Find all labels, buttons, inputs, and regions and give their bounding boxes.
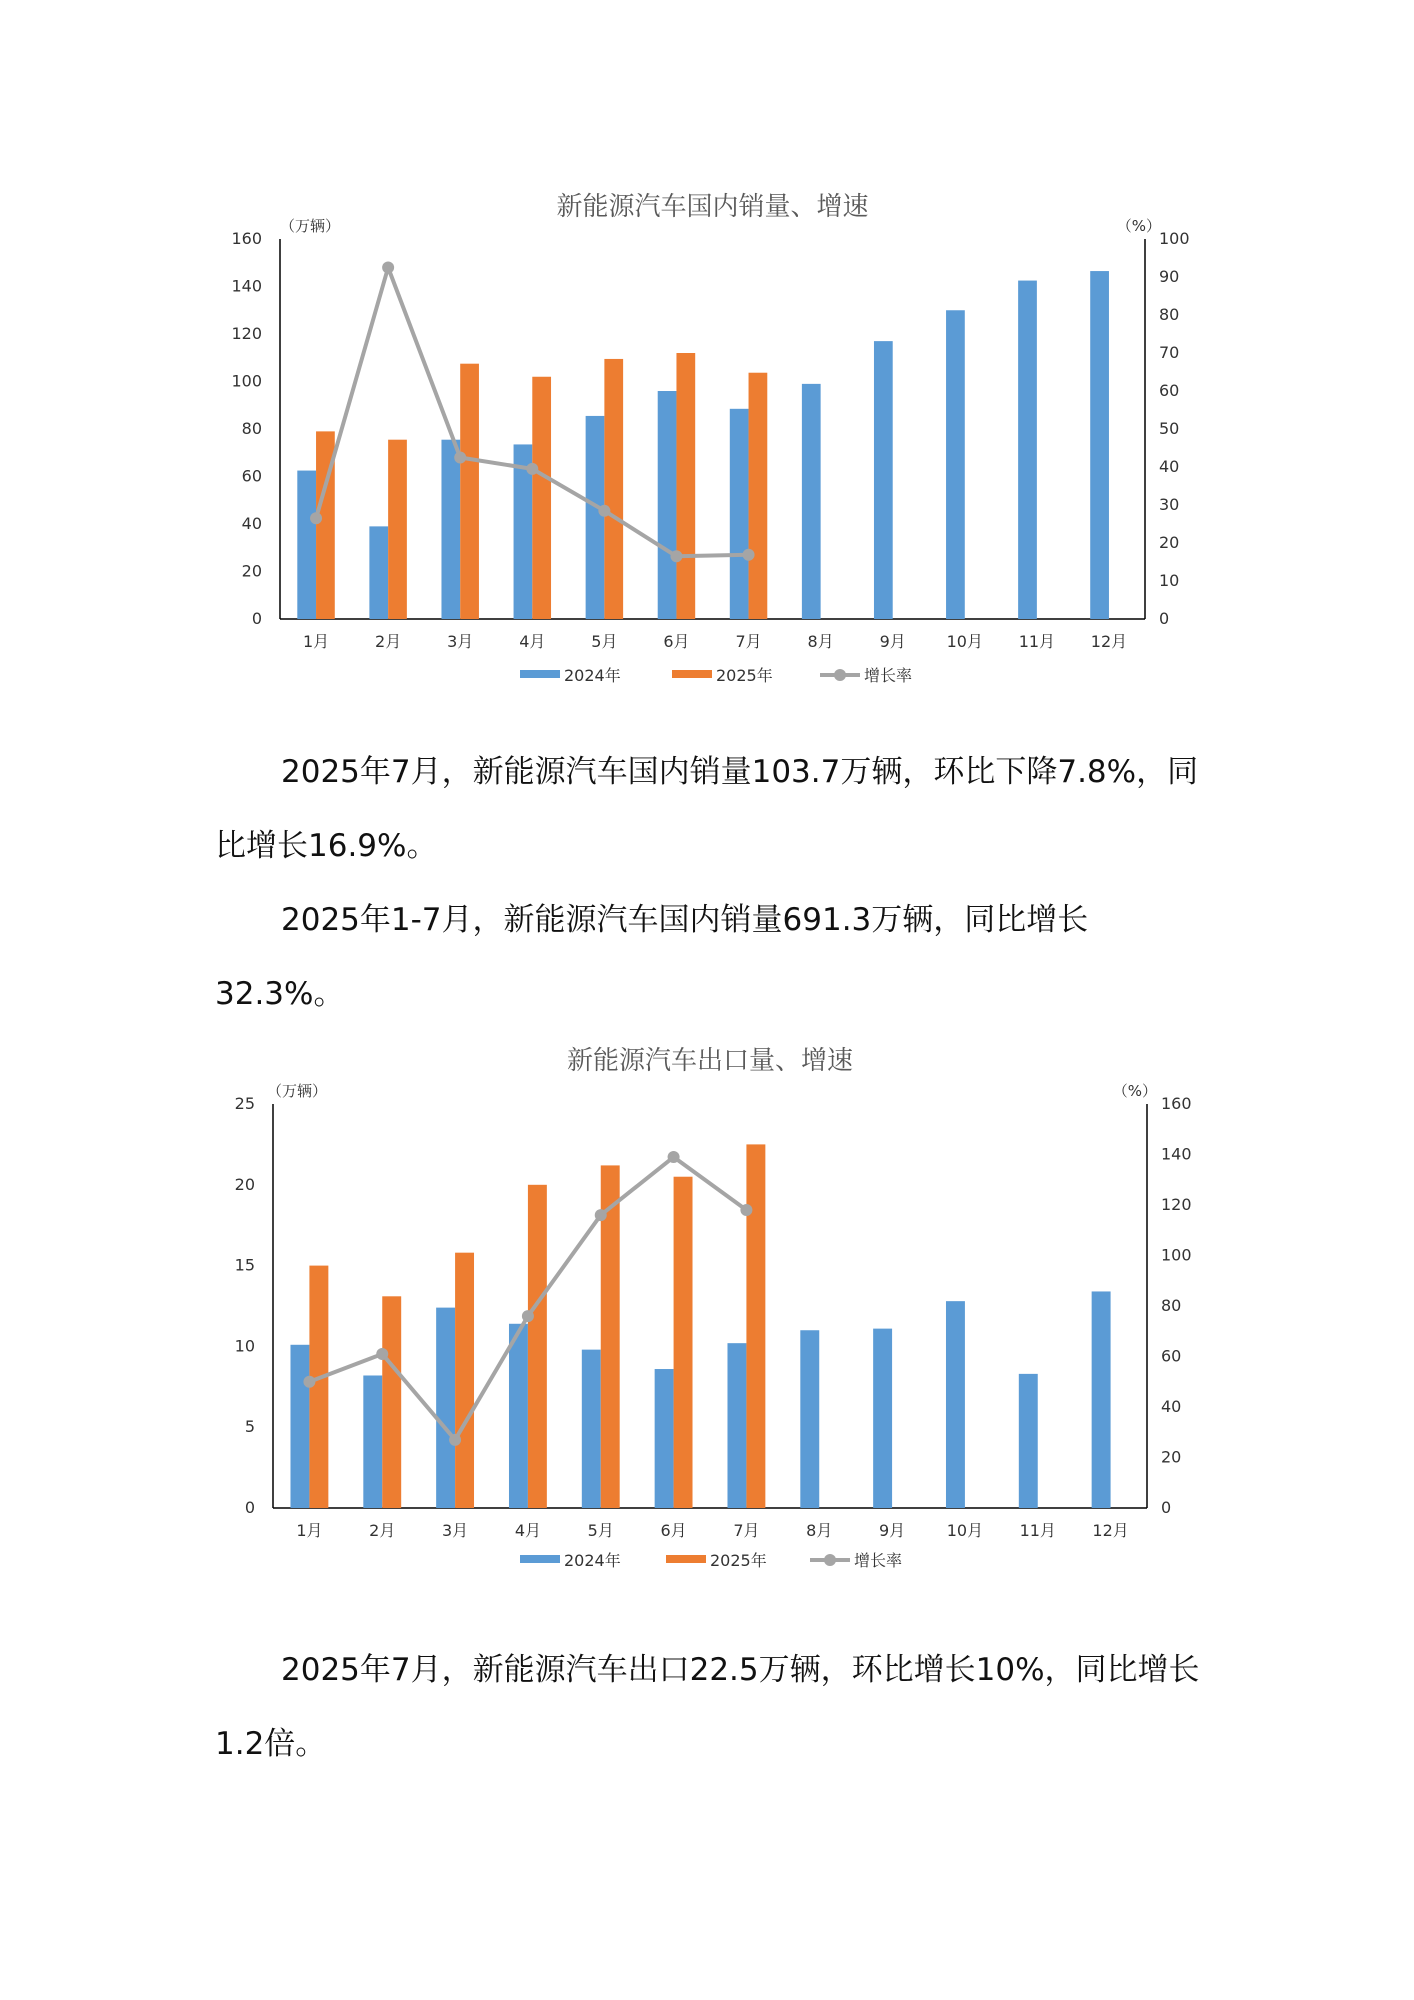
left-axis-tick: 10: [234, 1336, 255, 1356]
x-axis-tick: 4月: [514, 1521, 542, 1540]
right-axis-tick: 140: [1161, 1144, 1192, 1164]
right-axis-tick: 80: [1161, 1296, 1182, 1315]
growth-rate-point: [449, 1434, 461, 1446]
right-axis-tick: 50: [1159, 419, 1180, 438]
right-axis-tick: 120: [1161, 1195, 1192, 1214]
right-axis-tick: 60: [1159, 381, 1180, 400]
bar-2025年-7月: [746, 1144, 765, 1508]
right-axis-unit: （%）: [1112, 1082, 1157, 1100]
left-axis-tick: 0: [251, 609, 262, 628]
paragraph-export-july: [215, 1633, 1205, 1781]
legend-label: 2025年: [710, 1551, 767, 1570]
bar-2025年-6月: [676, 353, 695, 619]
x-axis-tick: 11月: [1018, 632, 1056, 651]
left-axis-unit: （万辆）: [267, 1082, 328, 1100]
export-chart-svg: [0, 1045, 1414, 1575]
x-axis-tick: 1月: [302, 632, 330, 651]
bar-2025年-3月: [460, 364, 479, 619]
growth-rate-point: [376, 1348, 388, 1360]
left-axis-tick: 25: [234, 1094, 255, 1113]
bar-2024年-8月: [802, 384, 821, 619]
legend-swatch-2025年: [666, 1555, 706, 1563]
domestic-sales-chart-svg: [0, 175, 1414, 705]
growth-rate-point: [740, 1204, 752, 1216]
left-axis-tick: 20: [234, 1174, 255, 1194]
bar-2024年-12月: [1092, 1291, 1111, 1508]
x-axis-tick: 9月: [878, 1521, 906, 1540]
bar-2024年-8月: [800, 1330, 819, 1508]
left-axis-tick: 40: [241, 514, 262, 533]
right-axis-tick: 60: [1161, 1346, 1182, 1366]
legend-marker-增长率: [824, 1554, 836, 1566]
left-axis-tick: 80: [241, 419, 262, 438]
bar-2024年-5月: [582, 1350, 601, 1508]
right-axis-tick: 20: [1159, 533, 1180, 552]
x-axis-tick: 7月: [735, 632, 762, 651]
x-axis-tick: 11月: [1019, 1521, 1056, 1540]
bar-2024年-7月: [727, 1343, 746, 1508]
growth-rate-point: [743, 549, 755, 561]
right-axis-tick: 100: [1159, 229, 1190, 248]
legend-marker-增长率: [834, 669, 846, 681]
right-axis-tick: 70: [1159, 343, 1180, 362]
domestic-sales-chart: [0, 175, 1414, 705]
right-axis-tick: 40: [1159, 457, 1180, 476]
left-axis-tick: 100: [231, 371, 262, 391]
left-axis-tick: 140: [231, 276, 262, 296]
x-axis-tick: 6月: [660, 1521, 687, 1540]
bar-2024年-12月: [1090, 271, 1109, 619]
right-axis-tick: 80: [1159, 305, 1180, 324]
legend-label: 2025年: [716, 666, 773, 685]
bar-2025年-6月: [674, 1177, 693, 1508]
left-axis-tick: 160: [231, 229, 262, 248]
bar-2024年-9月: [873, 1329, 892, 1508]
bar-2024年-11月: [1018, 281, 1037, 619]
bar-2024年-11月: [1019, 1374, 1038, 1508]
paragraph-domestic-july-text: 2025年7月，新能源汽车国内销量103.7万辆，环比下降7.8%，同比增长16.9%。: [215, 754, 1199, 864]
x-axis-tick: 8月: [806, 1521, 833, 1540]
bar-2025年-4月: [528, 1185, 547, 1508]
x-axis-tick: 12月: [1090, 632, 1128, 651]
right-axis-tick: 160: [1161, 1094, 1192, 1113]
bar-2024年-10月: [946, 1301, 965, 1508]
bar-2024年-10月: [946, 310, 965, 619]
bar-2025年-7月: [749, 373, 768, 619]
legend-swatch-2024年: [520, 1555, 560, 1563]
x-axis-tick: 3月: [441, 1521, 469, 1540]
right-axis-tick: 20: [1161, 1447, 1182, 1467]
growth-rate-point: [522, 1310, 534, 1322]
x-axis-tick: 5月: [587, 1521, 614, 1540]
growth-rate-point: [310, 512, 322, 524]
growth-rate-point: [382, 262, 394, 274]
right-axis-tick: 100: [1161, 1245, 1192, 1265]
right-axis-tick: 0: [1159, 609, 1170, 628]
chart-title: 新能源汽车出口量、增速: [566, 1046, 854, 1076]
bar-2024年-4月: [509, 1324, 528, 1508]
left-axis-tick: 120: [231, 324, 262, 343]
chart-title: 新能源汽车国内销量、增速: [556, 192, 869, 222]
left-axis-tick: 0: [244, 1498, 255, 1517]
left-axis-tick: 60: [241, 466, 262, 486]
legend-label: 2024年: [564, 1551, 621, 1570]
legend-label: 增长率: [864, 666, 913, 685]
bar-2024年-1月: [297, 471, 316, 619]
growth-rate-point: [454, 452, 466, 464]
growth-rate-point: [668, 1151, 680, 1163]
paragraph-domestic-ytd: [215, 883, 1205, 1031]
x-axis-tick: 6月: [663, 632, 690, 651]
right-axis-tick: 40: [1161, 1397, 1182, 1416]
x-axis-tick: 10月: [946, 1521, 984, 1540]
paragraph-domestic-july: [215, 735, 1205, 883]
left-axis-tick: 20: [241, 561, 262, 581]
bar-2024年-6月: [658, 391, 677, 619]
right-axis-tick: 10: [1159, 571, 1180, 590]
left-axis-unit: （万辆）: [280, 217, 341, 235]
right-axis-tick: 30: [1159, 495, 1180, 514]
legend-label: 2024年: [564, 666, 621, 685]
x-axis-tick: 10月: [946, 632, 983, 651]
x-axis-tick: 2月: [369, 1521, 396, 1540]
x-axis-tick: 5月: [591, 632, 618, 651]
growth-rate-point: [303, 1376, 315, 1388]
bar-2025年-3月: [455, 1253, 474, 1508]
bar-2024年-7月: [730, 409, 749, 619]
paragraph-domestic-ytd-text: 2025年1-7月，新能源汽车国内销量691.3万辆，同比增长32.3%。: [215, 902, 1089, 1012]
right-axis-tick: 0: [1161, 1498, 1172, 1517]
bar-2025年-5月: [604, 359, 623, 619]
right-axis-unit: （%）: [1116, 217, 1161, 235]
legend-label: 增长率: [854, 1551, 903, 1570]
bar-2024年-3月: [441, 440, 460, 619]
x-axis-tick: 2月: [375, 632, 402, 651]
bar-2024年-9月: [874, 341, 893, 619]
x-axis-tick: 12月: [1092, 1521, 1129, 1540]
bar-2025年-4月: [532, 377, 551, 619]
bar-2024年-2月: [363, 1375, 382, 1508]
growth-rate-point: [526, 463, 538, 475]
x-axis-tick: 8月: [807, 632, 834, 651]
right-axis-tick: 90: [1159, 267, 1180, 286]
export-chart: [0, 1045, 1414, 1575]
bar-2024年-3月: [436, 1308, 455, 1508]
bar-2025年-2月: [388, 440, 407, 619]
bar-2024年-2月: [369, 526, 388, 619]
growth-rate-point: [598, 505, 610, 517]
paragraph-export-july-text: 2025年7月，新能源汽车出口22.5万辆，环比增长10%，同比增长1.2倍。: [215, 1652, 1200, 1762]
x-axis-tick: 7月: [733, 1521, 760, 1540]
growth-rate-point: [595, 1209, 607, 1221]
growth-rate-point: [670, 550, 682, 562]
bar-2025年-2月: [382, 1296, 401, 1508]
left-axis-tick: 15: [234, 1255, 255, 1275]
legend-swatch-2024年: [520, 670, 560, 678]
x-axis-tick: 4月: [519, 632, 546, 651]
bar-2024年-1月: [290, 1345, 309, 1508]
legend-swatch-2025年: [672, 670, 712, 678]
bar-2024年-5月: [586, 416, 605, 619]
x-axis-tick: 3月: [447, 632, 474, 651]
x-axis-tick: 1月: [296, 1521, 323, 1540]
left-axis-tick: 5: [244, 1417, 255, 1437]
bar-2024年-6月: [655, 1369, 674, 1508]
x-axis-tick: 9月: [879, 632, 906, 651]
